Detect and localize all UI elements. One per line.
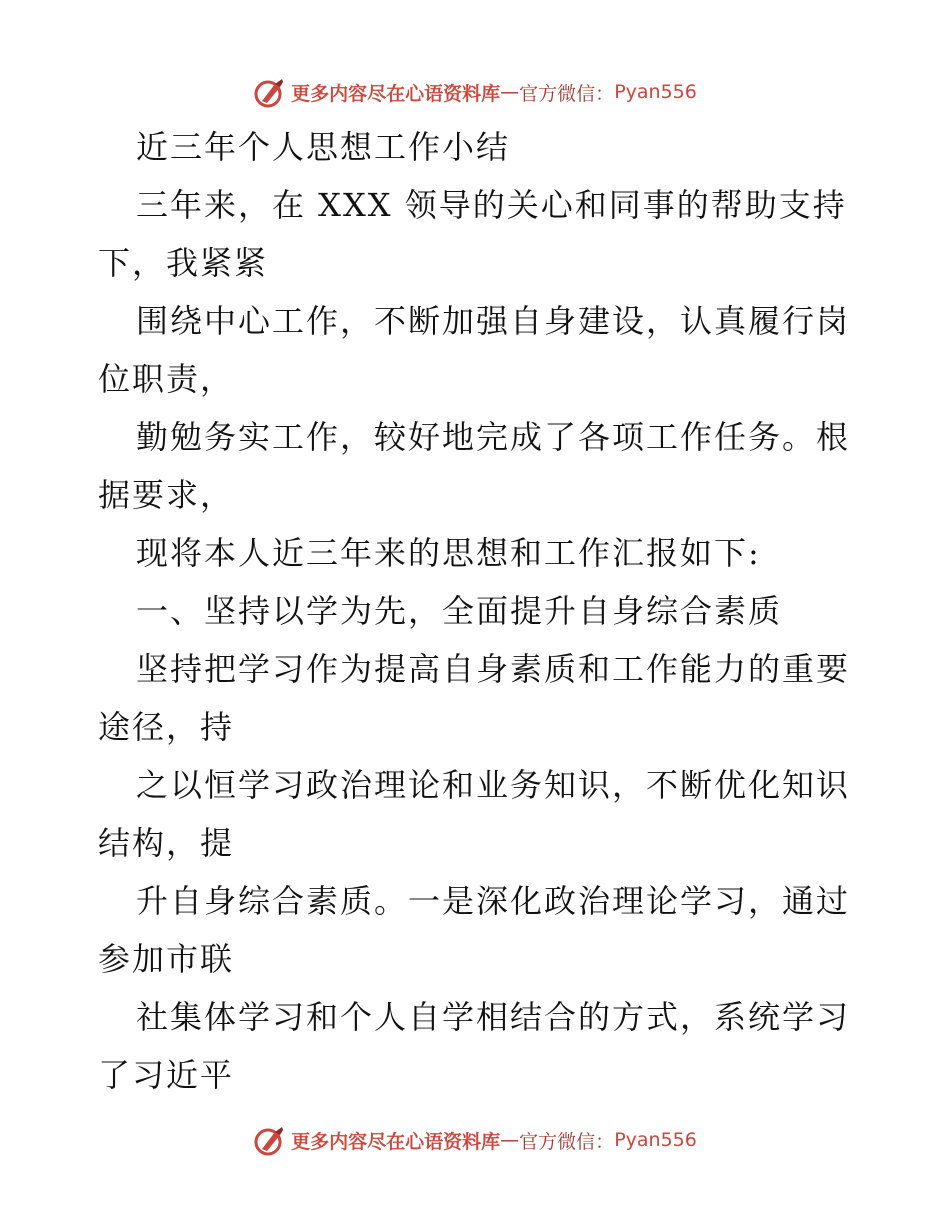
paragraph-line: 据要求， [98,476,235,514]
paragraph-line: 位职责， [98,360,235,398]
wechat-id: Pyan556 [614,1129,697,1151]
brand-logo-icon [253,75,287,109]
paragraph-line: 围绕中心工作，不断加强自身建设，认真履行岗 [136,302,851,340]
footer-banner [0,1120,950,1160]
wechat-id: Pyan556 [614,81,697,103]
paragraph-line: 社集体学习和个人自学相结合的方式，系统学习 [136,998,851,1036]
paragraph-line: 之以恒学习政治理论和业务知识，不断优化知识 [136,766,851,804]
paragraph-line: 下，我紧紧 [98,244,269,282]
banner-separator: — [500,81,520,103]
paragraph-line: 结构，提 [98,824,235,862]
paragraph-line: 升自身综合素质。一是深化政治理论学习，通过 [136,882,851,920]
paragraph-line: 勤勉务实工作，较好地完成了各项工作任务。根 [136,418,851,456]
paragraph-line: 途径，持 [98,708,235,746]
wechat-label: 官方微信： [519,1130,615,1153]
header-banner [0,72,950,112]
paragraph-line: 现将本人近三年来的思想和工作汇报如下: [136,534,761,572]
brand-name: 更多内容尽在心语资料库 [291,1130,501,1153]
paragraph-line: 参加市联 [98,940,235,978]
brand-name: 更多内容尽在心语资料库 [291,82,501,105]
paragraph-line: 三年来，在 XXX 领导的关心和同事的帮助支持 [136,186,847,224]
section-heading: 一、坚持以学为先，全面提升自身综合素质 [136,592,783,630]
brand-logo-icon [253,1123,287,1157]
paragraph-line: 坚持把学习作为提高自身素质和工作能力的重要 [136,650,851,688]
wechat-label: 官方微信： [519,82,615,105]
paragraph-line: 了习近平 [98,1056,235,1094]
banner-separator: — [500,1129,520,1151]
document-title: 近三年个人思想工作小结 [136,128,511,166]
